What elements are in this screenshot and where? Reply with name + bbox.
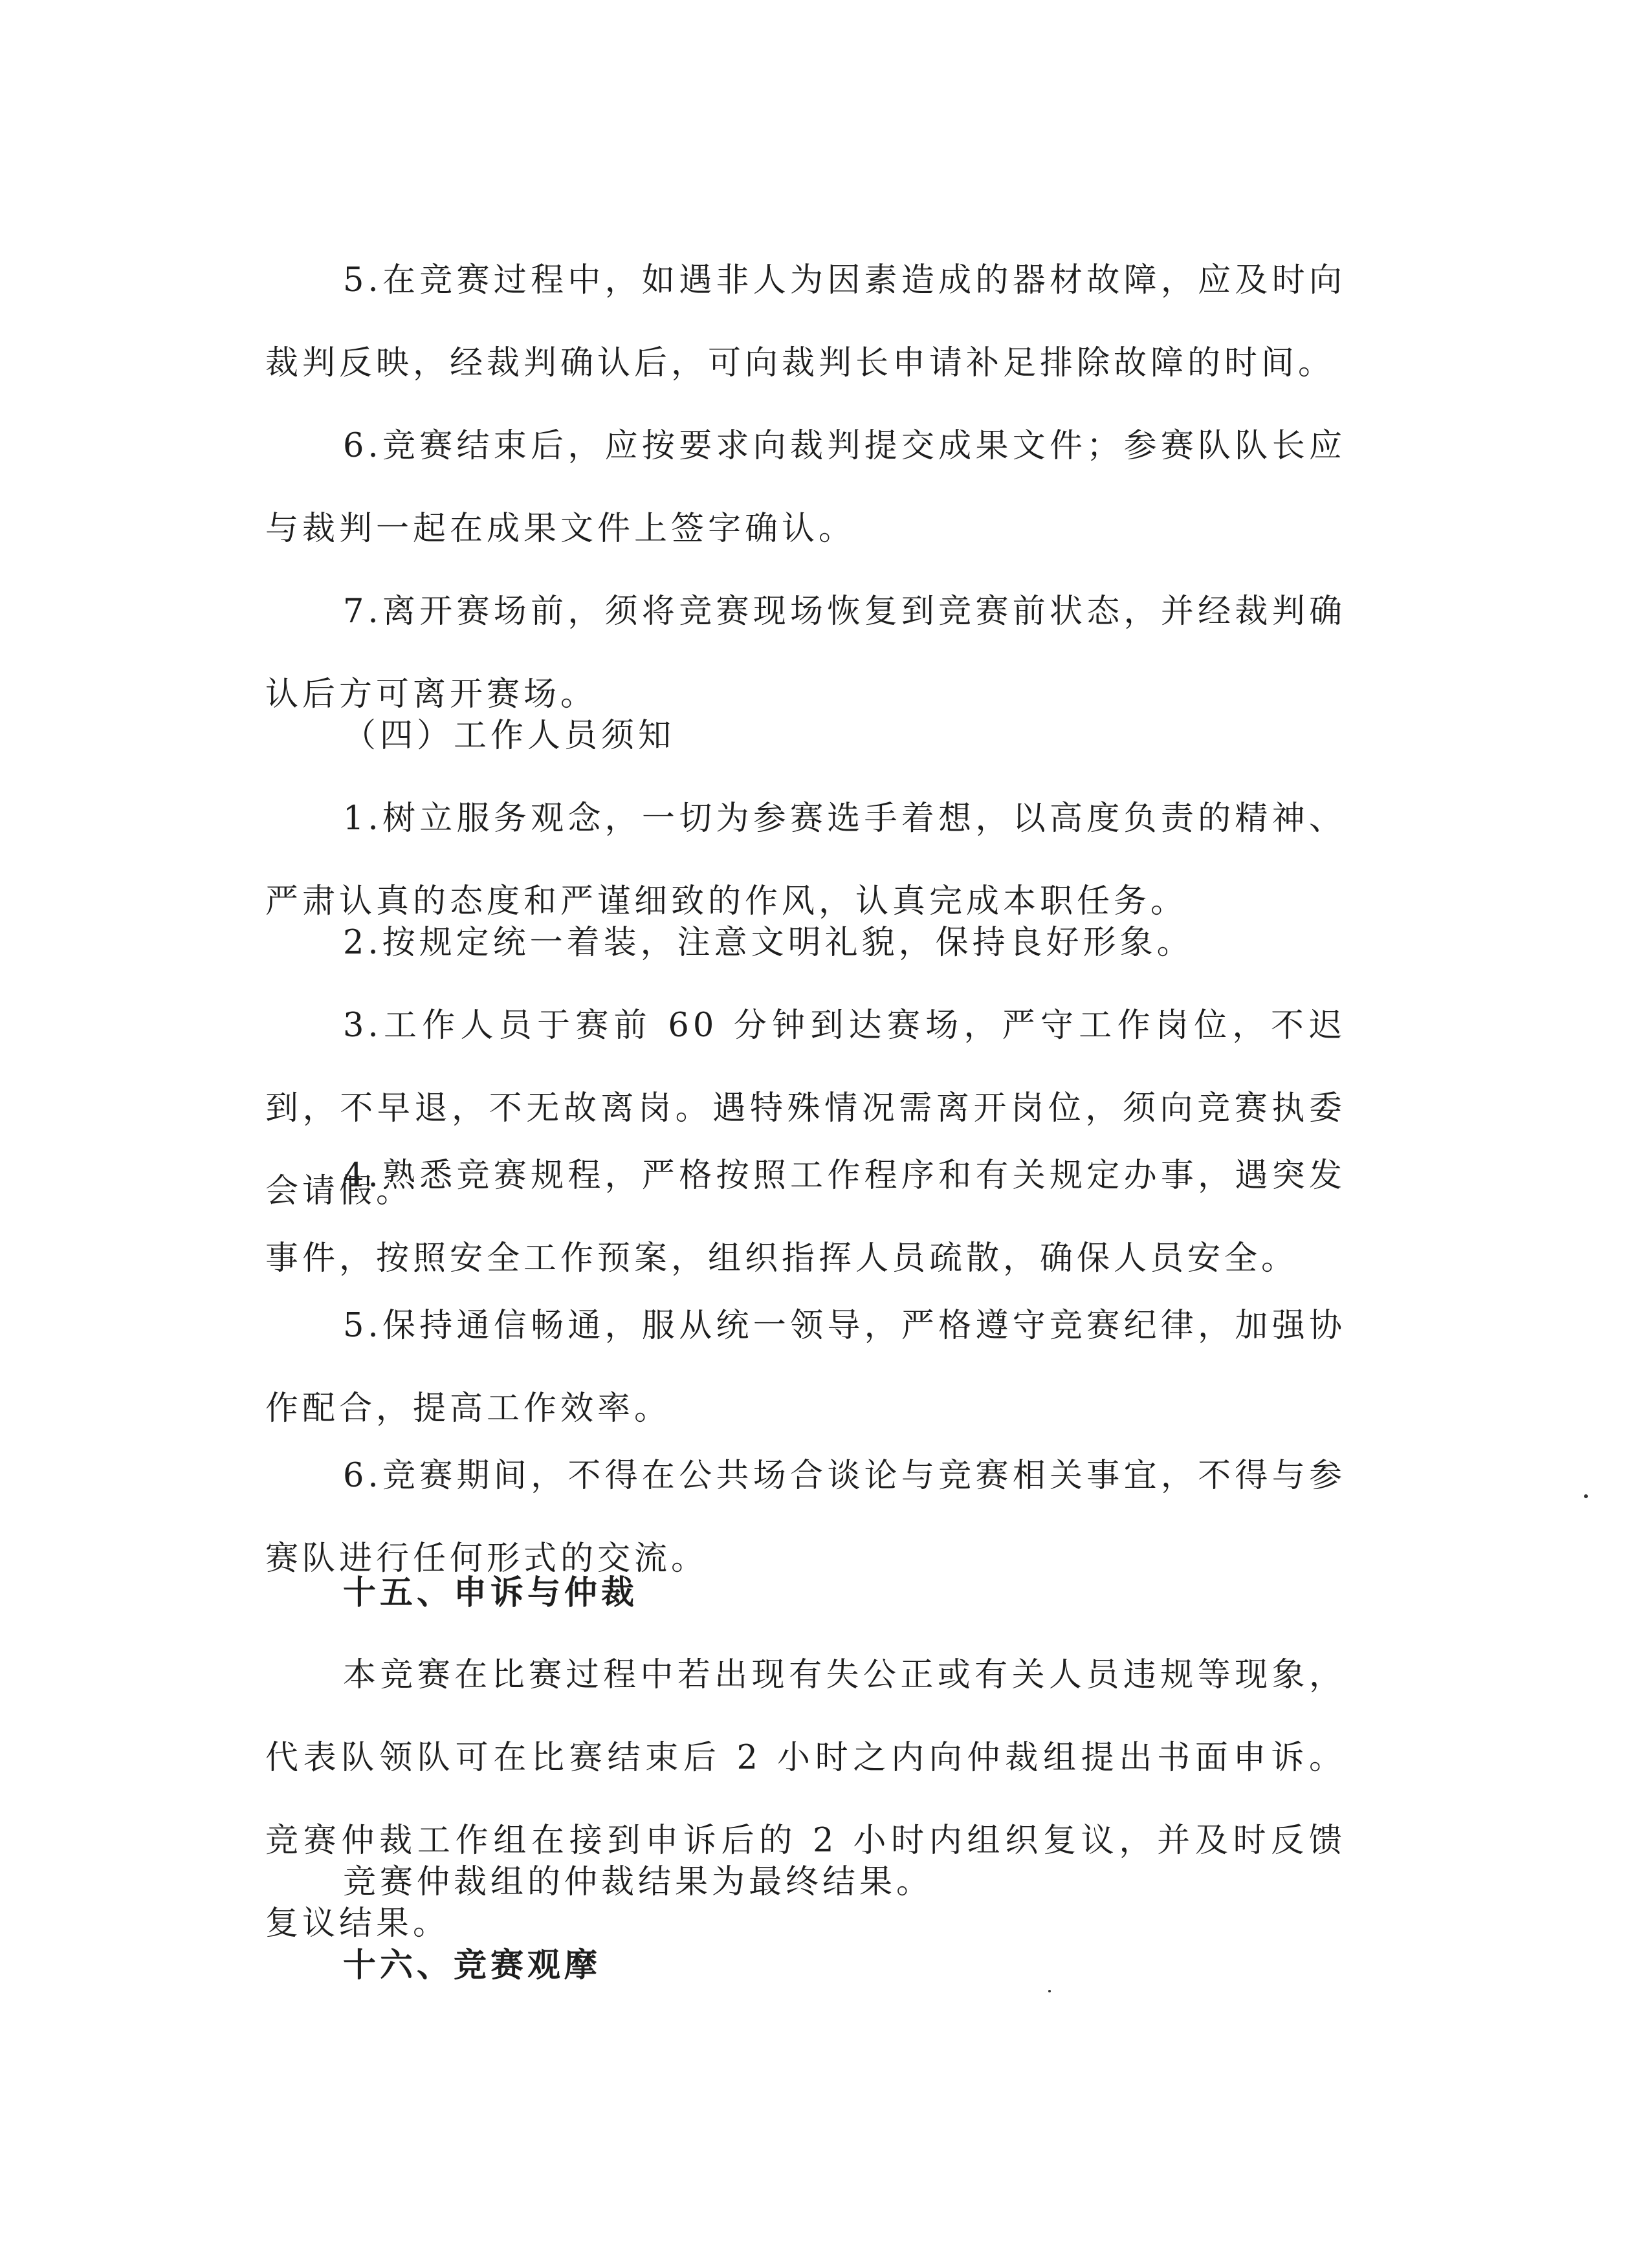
paragraph-confidentiality: 6.竞赛期间，不得在公共场合谈论与竞赛相关事宜，不得与参赛队进行任何形式的交流。 <box>265 1457 1346 1578</box>
paragraph-rules-safety: 4.熟悉竞赛规程，严格按照工作程序和有关规定办事，遇突发事件，按照安全工作预案，组织指挥人员疏散，确保人员安全。 <box>265 1157 1346 1278</box>
scan-speck <box>1584 1494 1588 1498</box>
section-observation-heading: 十六、竞赛观摩 <box>343 1946 602 1985</box>
section-staff-notice-heading: （四）工作人员须知 <box>343 717 676 755</box>
paragraph-appeal-process: 本竞赛在比赛过程中若出现有失公正或有关人员违规等现象，代表队领队可在比赛结束后 2 小时之内向仲裁组提出书面申诉。竞赛仲裁工作组在接到申诉后的 2 小时内组织复议，并及时反馈复议结果。 <box>265 1656 1346 1943</box>
paragraph-service-concept: 1.树立服务观念，一切为参赛选手着想，以高度负责的精神、严肃认真的态度和严谨细致的作风，认真完成本职任务。 <box>265 800 1346 921</box>
paragraph-arrival-time: 3.工作人员于赛前 60 分钟到达赛场，严守工作岗位，不迟到，不早退，不无故离岗。遇特殊情况需离开岗位，须向竞赛执委会请假。 <box>265 1007 1346 1210</box>
paragraph-communication: 5.保持通信畅通，服从统一领导，严格遵守竞赛纪律，加强协作配合，提高工作效率。 <box>265 1307 1346 1428</box>
paragraph-final-result: 竞赛仲裁组的仲裁结果为最终结果。 <box>343 1863 934 1901</box>
paragraph-dress-code: 2.按规定统一着装，注意文明礼貌，保持良好形象。 <box>343 924 1194 962</box>
paragraph-equipment-failure: 5.在竞赛过程中，如遇非人为因素造成的器材故障，应及时向裁判反映，经裁判确认后，可向裁判长申请补足排除故障的时间。 <box>265 261 1346 382</box>
paragraph-submit-results: 6.竞赛结束后，应按要求向裁判提交成果文件；参赛队队长应与裁判一起在成果文件上签字确认。 <box>265 427 1346 548</box>
scan-speck <box>1048 1990 1051 1992</box>
section-appeal-arbitration-heading: 十五、申诉与仲裁 <box>343 1573 639 1612</box>
paragraph-leave-venue: 7.离开赛场前，须将竞赛现场恢复到竞赛前状态，并经裁判确认后方可离开赛场。 <box>265 593 1346 714</box>
